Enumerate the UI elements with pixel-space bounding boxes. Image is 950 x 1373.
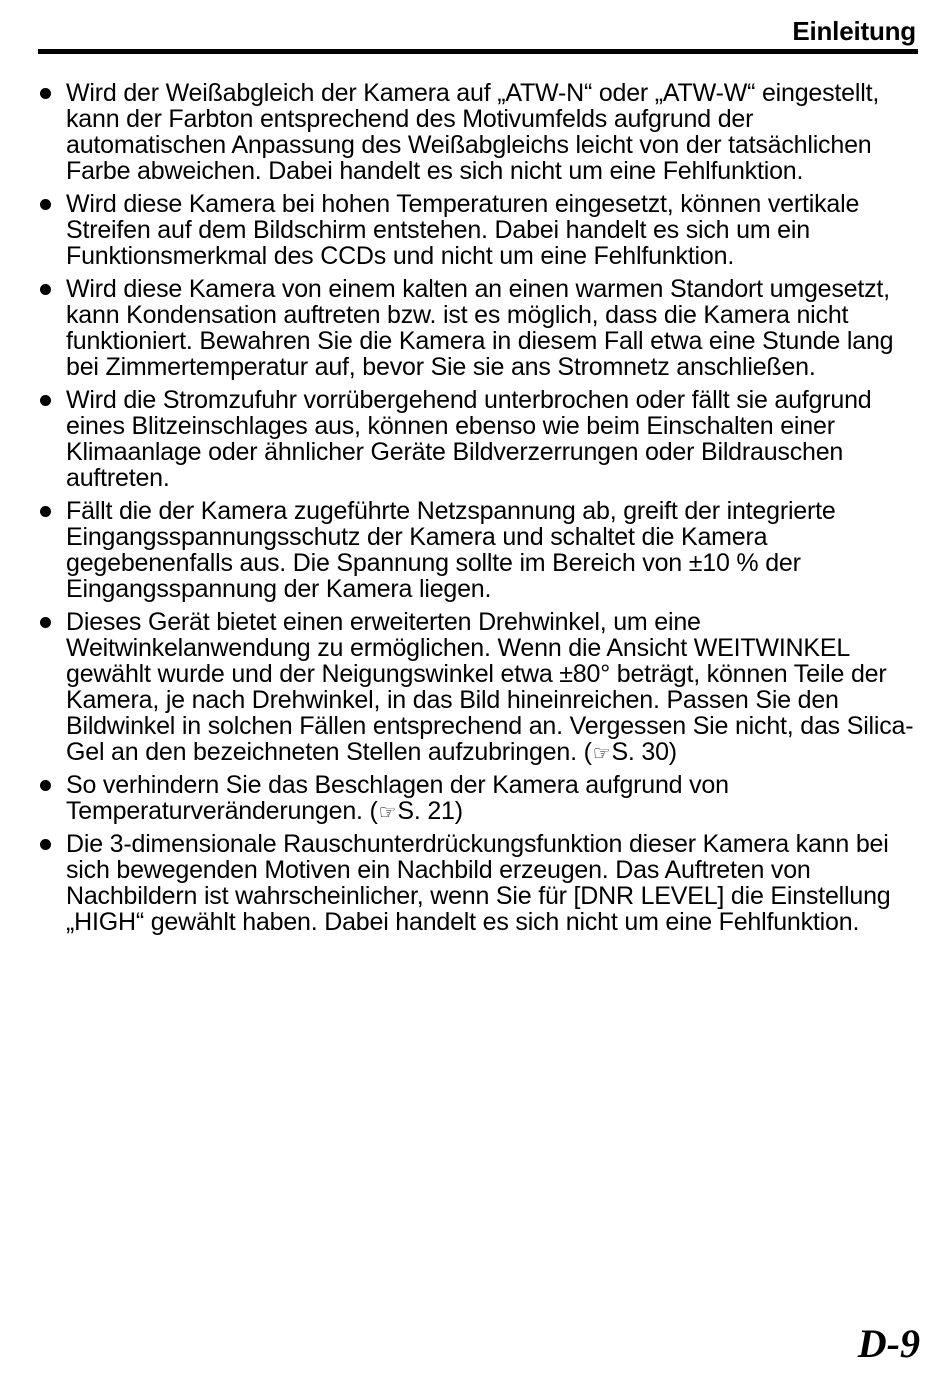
list-item bbox=[38, 498, 918, 602]
bullet-icon bbox=[40, 395, 51, 406]
list-item bbox=[38, 387, 918, 491]
bullet-icon bbox=[40, 506, 51, 517]
page-reference: S. 21) bbox=[397, 797, 463, 825]
page-number: D-9 bbox=[857, 1321, 920, 1366]
item-text: So verhindern Sie das Beschlagen der Kamera aufgrund von Temperaturveränderungen. ( bbox=[66, 771, 729, 825]
header-rule bbox=[38, 49, 918, 54]
item-text: Wird die Stromzufuhr vorrübergehend unterbrochen oder fällt sie aufgrund eines Blitzeinschlages aus, können ebenso wie beim Einschalten einer Klimaanlage oder ähnlicher Geräte Bildverzerrungen oder Bildrauschen auftreten. bbox=[66, 386, 872, 492]
bullet-icon bbox=[40, 617, 51, 628]
item-text: Wird diese Kamera von einem kalten an einen warmen Standort umgesetzt, kann Kondensation auftreten bzw. ist es möglich, dass die Kamera nicht funktioniert. Bewahren Sie die Kamera in diesem Fall etwa eine Stunde lang bei Zimmertemperatur auf, bevor Sie sie ans Stromnetz anschließen. bbox=[66, 275, 894, 381]
item-text: Wird diese Kamera bei hohen Temperaturen eingesetzt, können vertikale Streifen auf dem Bildschirm entstehen. Dabei handelt es sich um ein Funktionsmerkmal des CCDs und nicht um eine Fehlfunktion. bbox=[66, 190, 860, 270]
notes-list bbox=[38, 80, 918, 942]
list-item bbox=[38, 609, 918, 765]
page-header bbox=[38, 10, 918, 54]
bullet-icon bbox=[40, 199, 51, 210]
item-text: Die 3-dimensionale Rauschunterdrückungsfunktion dieser Kamera kann bei sich bewegenden Motiven ein Nachbild erzeugen. Das Auftreten von Nachbildern ist wahrscheinlicher, wenn Sie für [DNR LEVEL] die Einstellung „HIGH“ gewählt haben. Dabei handelt es sich nicht um eine Fehlfunktion. bbox=[66, 830, 891, 936]
bullet-icon bbox=[40, 780, 51, 791]
bullet-icon bbox=[40, 284, 51, 295]
list-item bbox=[38, 831, 918, 935]
list-item bbox=[38, 191, 918, 269]
item-text: Wird der Weißabgleich der Kamera auf „ATW-N“ oder „ATW-W“ eingestellt, kann der Farbton entsprechend des Motivumfelds aufgrund der automatischen Anpassung des Weißabgleichs leicht von der tatsächlichen Farbe abweichen. Dabei handelt es sich nicht um eine Fehlfunktion. bbox=[66, 79, 880, 185]
list-item bbox=[38, 772, 918, 824]
bullet-icon bbox=[40, 839, 51, 850]
pointing-hand-icon: ☞ bbox=[592, 743, 611, 765]
page-reference: S. 30) bbox=[611, 738, 677, 766]
item-text: Fällt die der Kamera zugeführte Netzspannung ab, greift der integrierte Eingangsspannungsschutz der Kamera und schaltet die Kamera gegebenenfalls aus. Die Spannung sollte im Bereich von ±10 % der Eingangsspannung der Kamera liegen. bbox=[66, 497, 836, 603]
list-item bbox=[38, 276, 918, 380]
bullet-icon bbox=[40, 88, 51, 99]
section-title: Einleitung bbox=[792, 16, 916, 46]
pointing-hand-icon: ☞ bbox=[378, 802, 397, 824]
list-item bbox=[38, 80, 918, 184]
item-text: Dieses Gerät bietet einen erweiterten Drehwinkel, um eine Weitwinkelanwendung zu ermöglichen. Wenn die Ansicht WEITWINKEL gewählt wurde und der Neigungswinkel etwa ±80° beträgt, können Teile der Kamera, je nach Drehwinkel, in das Bild hineinreichen. Passen Sie den Bildwinkel in solchen Fällen entsprechend an. Vergessen Sie nicht, das Silica-Gel an den bezeichneten Stellen aufzubringen. ( bbox=[66, 608, 914, 766]
